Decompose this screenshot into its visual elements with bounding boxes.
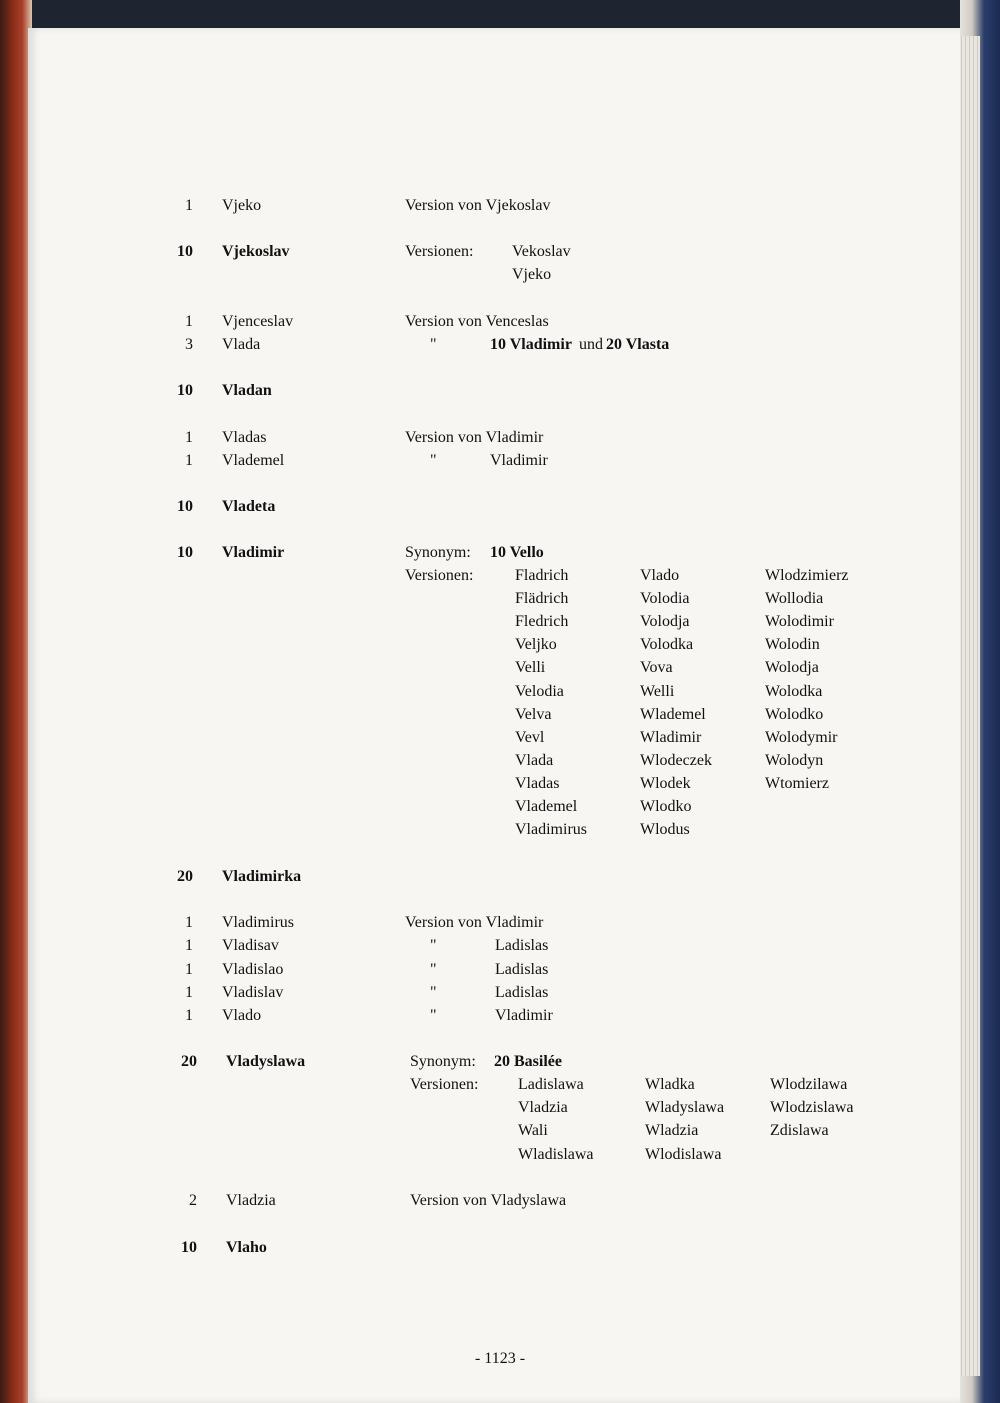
entry-description: Vladimir	[495, 1007, 553, 1024]
entry-description: Ladislas	[495, 937, 549, 954]
version-item: Fledrich	[515, 613, 569, 631]
version-item: Wolodymir	[765, 728, 838, 746]
entry-frequency: 10	[177, 498, 193, 515]
entry-description: Vjeko	[512, 266, 552, 283]
entry-description: Version von Vladimir	[405, 914, 544, 931]
version-item: Vevl	[515, 728, 545, 746]
entry-frequency: 1	[185, 429, 193, 446]
version-item: Volodka	[640, 636, 694, 654]
entry-name: Vjekoslav	[222, 243, 290, 260]
version-item: Wladislawa	[518, 1145, 594, 1163]
entry-description: Ladislas	[495, 984, 549, 1001]
version-item: Wlodislawa	[645, 1145, 722, 1163]
entry-frequency: 20	[181, 1053, 197, 1070]
entry-name: Vladyslawa	[226, 1053, 306, 1070]
entry-frequency: 1	[185, 914, 193, 931]
entry-name: Vjenceslav	[222, 313, 294, 330]
page-number: - 1123 -	[474, 1350, 526, 1367]
version-item: Flädrich	[515, 590, 569, 608]
entry-frequency: 1	[185, 1007, 193, 1024]
version-item: Velva	[515, 705, 552, 723]
version-item: Vladimirus	[515, 821, 587, 839]
entry-description: Synonym:	[410, 1053, 476, 1070]
version-item: Wladzia	[645, 1122, 699, 1140]
entry-name: Vlada	[222, 336, 261, 353]
version-item: Wlodus	[640, 821, 690, 839]
entry-description: "	[430, 1007, 437, 1024]
entry-description: Version von Vladimir	[405, 429, 544, 446]
entry-description: 20 Vlasta	[606, 336, 670, 353]
entry-description: 10 Vello	[490, 544, 544, 561]
entry-description: Vekoslav	[512, 243, 571, 260]
entry-description: Vladimir	[490, 452, 548, 469]
version-item: Zdislawa	[770, 1122, 829, 1140]
version-item: Wladyslawa	[645, 1099, 725, 1117]
entry-description: "	[430, 984, 437, 1001]
entry-name: Vlaho	[226, 1239, 267, 1256]
entry-name: Vjeko	[222, 197, 262, 214]
entry-frequency: 3	[185, 336, 193, 353]
version-item: Vlada	[515, 751, 554, 769]
version-item: Wlodeczek	[640, 751, 712, 769]
version-item: Wolodka	[765, 682, 823, 700]
entry-description: Version von Vjekoslav	[405, 197, 551, 214]
version-item: Wladimir	[640, 728, 702, 746]
entry-name: Vladimirus	[222, 914, 294, 931]
version-item: Wlademel	[640, 705, 706, 723]
version-item: Wlodek	[640, 774, 691, 792]
entry-frequency: 20	[177, 868, 193, 885]
entry-frequency: 1	[185, 452, 193, 469]
version-item: Velodia	[515, 682, 564, 700]
version-item: Ladislawa	[518, 1076, 584, 1093]
entry-description: und	[579, 336, 603, 353]
entry-frequency: 1	[185, 313, 193, 330]
entry-frequency: 10	[177, 243, 193, 260]
entry-name: Vladislav	[222, 984, 284, 1001]
entry-description: Version von Venceslas	[405, 313, 549, 330]
version-item: Veljko	[515, 636, 557, 654]
version-item: Wlodzilawa	[770, 1076, 848, 1093]
entry-frequency: 10	[177, 544, 193, 561]
entry-name: Vladas	[222, 429, 267, 446]
entry-name: Vladzia	[226, 1192, 276, 1209]
version-item: Vlademel	[515, 798, 578, 815]
version-item: Wolodja	[765, 659, 819, 677]
entry-description: "	[430, 961, 437, 978]
version-item: Velli	[515, 659, 546, 677]
entry-description: "	[430, 452, 437, 469]
entry-name: Vladimir	[222, 544, 285, 561]
entry-name: Vladeta	[222, 498, 276, 515]
entry-description: Synonym:	[405, 544, 471, 561]
version-item: Wolodyn	[765, 751, 824, 769]
entry-description: Versionen:	[405, 243, 474, 260]
version-item: Vladas	[515, 774, 560, 792]
version-item: Vladzia	[518, 1099, 568, 1117]
version-item: Wolodin	[765, 636, 820, 654]
entry-name: Vlado	[222, 1007, 262, 1024]
entry-frequency: 1	[185, 197, 193, 214]
entry-description: "	[430, 336, 437, 353]
version-item: Volodja	[640, 613, 690, 631]
version-item: Vova	[640, 659, 673, 677]
entry-frequency: 1	[185, 937, 193, 954]
version-item: Wali	[518, 1122, 548, 1140]
entry-name: Vladislao	[222, 961, 284, 978]
entry-frequency: 1	[185, 961, 193, 978]
version-item: Wolodimir	[765, 613, 834, 631]
entry-description: 10 Vladimir	[490, 336, 572, 353]
entry-description: 20 Basilée	[494, 1053, 562, 1070]
version-item: Wolodko	[765, 705, 824, 723]
entry-description: Version von Vladyslawa	[410, 1192, 567, 1209]
entry-frequency: 1	[185, 984, 193, 1001]
entry-name: Vladan	[222, 382, 272, 399]
version-item: Wlodzimierz	[765, 567, 849, 584]
entry-name: Vladimirka	[222, 868, 302, 885]
entry-description: "	[430, 937, 437, 954]
version-item: Welli	[640, 682, 675, 700]
version-item: Wtomierz	[765, 774, 829, 792]
version-item: Wlodko	[640, 798, 692, 815]
version-item: Wollodia	[765, 590, 824, 608]
entry-name: Vlademel	[222, 452, 285, 469]
versions-label: Versionen:	[405, 567, 474, 584]
entry-description: Ladislas	[495, 961, 549, 978]
entry-frequency: 10	[181, 1239, 197, 1256]
version-item: Fladrich	[515, 567, 569, 584]
versions-label: Versionen:	[410, 1076, 479, 1093]
version-item: Vlado	[640, 567, 680, 584]
version-item: Wlodzislawa	[770, 1099, 854, 1117]
entry-frequency: 10	[177, 382, 193, 399]
version-item: Volodia	[640, 590, 690, 608]
entry-frequency: 2	[189, 1192, 197, 1209]
version-item: Wladka	[645, 1076, 695, 1093]
entry-name: Vladisav	[222, 937, 279, 954]
